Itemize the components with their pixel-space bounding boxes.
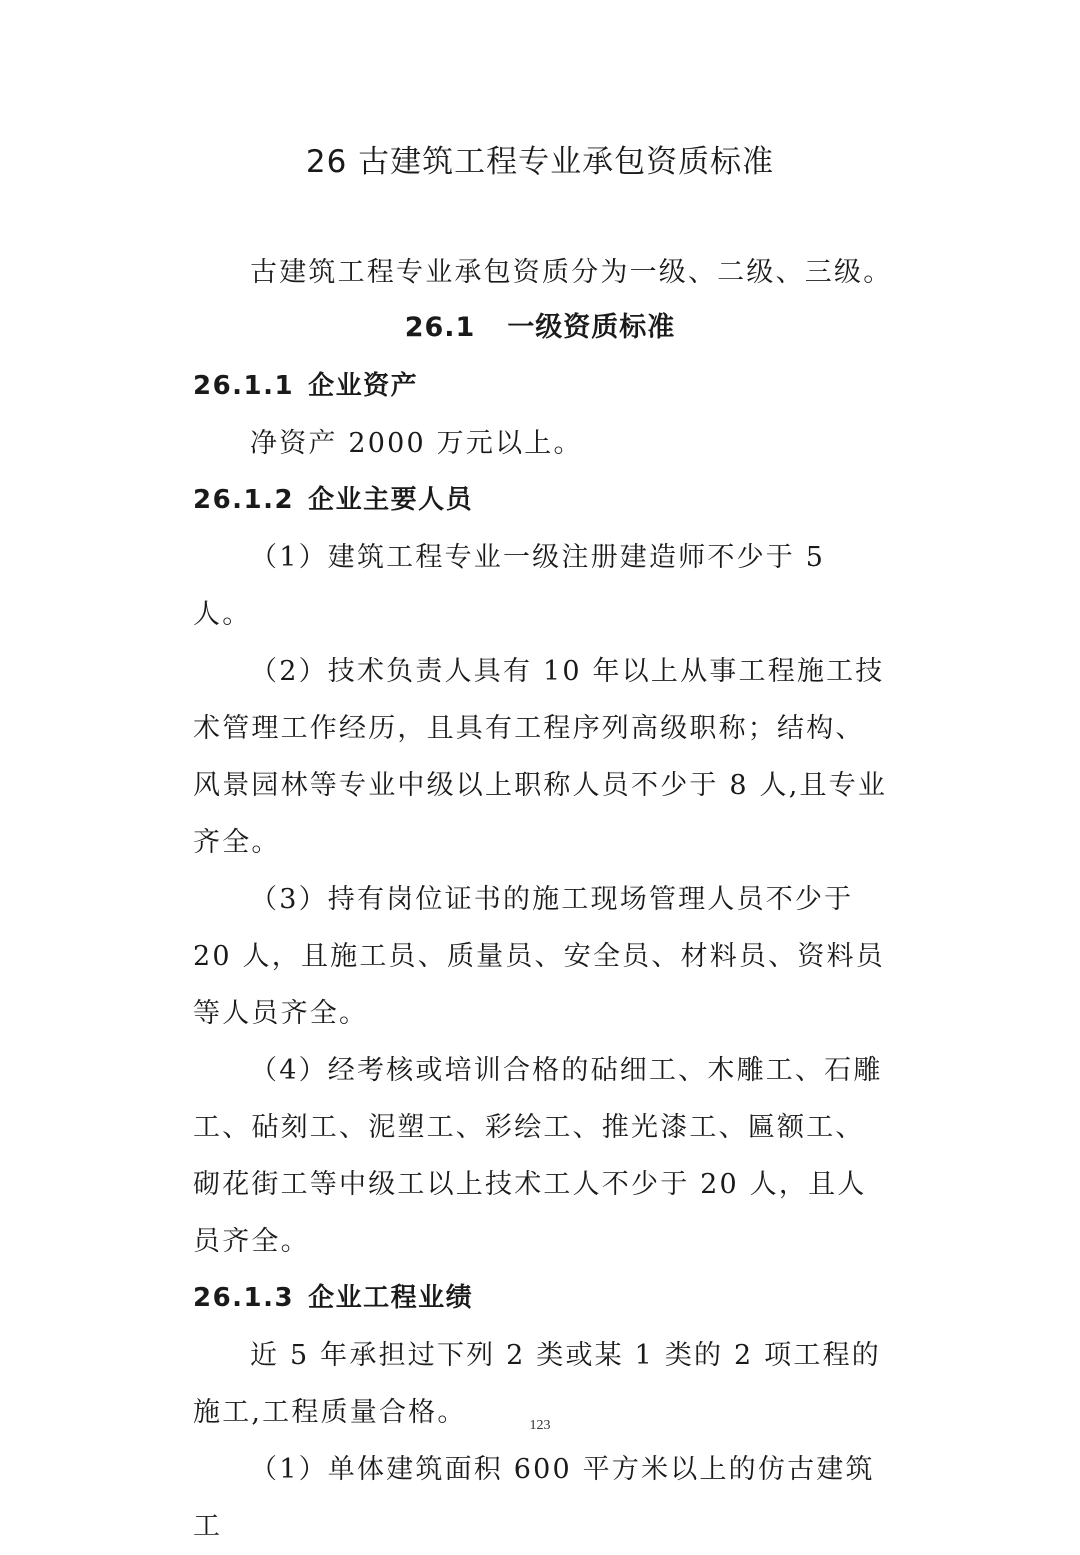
section-heading (0, 305, 1080, 344)
page-number: 123 (529, 1418, 551, 1433)
intro-text: 古建筑工程专业承包资质分为一级、二级、三级。 (250, 257, 893, 288)
paragraph: （3）持有岗位证书的施工现场管理人员不少于 20 人，且施工员、质量员、安全员、材料员、资料员等人员齐全。 (193, 884, 885, 1029)
subsection-title: 企业资产 (308, 371, 419, 401)
subsection-number: 26.1.2 (193, 485, 295, 515)
subsection-number: 26.1.3 (193, 1283, 295, 1313)
subsection-number: 26.1.1 (193, 371, 295, 401)
paragraph: （4）经考核或培训合格的砧细工、木雕工、石雕工、砧刻工、泥塑工、彩绘工、推光漆工、匾额工、砌花街工等中级工以上技术工人不少于 20 人，且人员齐全。 (193, 1055, 883, 1257)
paragraph: （1）建筑工程专业一级注册建造师不少于 5 人。 (193, 542, 826, 630)
subsection-title: 企业工程业绩 (308, 1283, 474, 1313)
paragraph: 净资产 2000 万元以上。 (250, 428, 583, 459)
subsection-title: 企业主要人员 (308, 485, 474, 515)
paragraph: 近 5 年承担过下列 2 类或某 1 类的 2 项工程的施工,工程质量合格。 (193, 1340, 881, 1428)
paragraph: （1）单体建筑面积 600 平方米以上的仿古建筑工 (193, 1454, 875, 1542)
paragraph: （2）技术负责人具有 10 年以上从事工程施工技术管理工作经历，且具有工程序列高级职称；结构、风景园林等专业中级以上职称人员不少于 8 人,且专业齐全。 (193, 656, 888, 858)
subsection-heading (193, 358, 893, 415)
intro-paragraph (193, 244, 893, 301)
section-title: 一级资质标准 (507, 312, 676, 343)
subsection-heading (193, 1270, 893, 1327)
content-body (193, 358, 893, 1555)
document-title: 26 古建筑工程专业承包资质标准 (305, 144, 775, 180)
section-number: 26.1 (404, 312, 476, 343)
subsection-heading (193, 472, 893, 529)
